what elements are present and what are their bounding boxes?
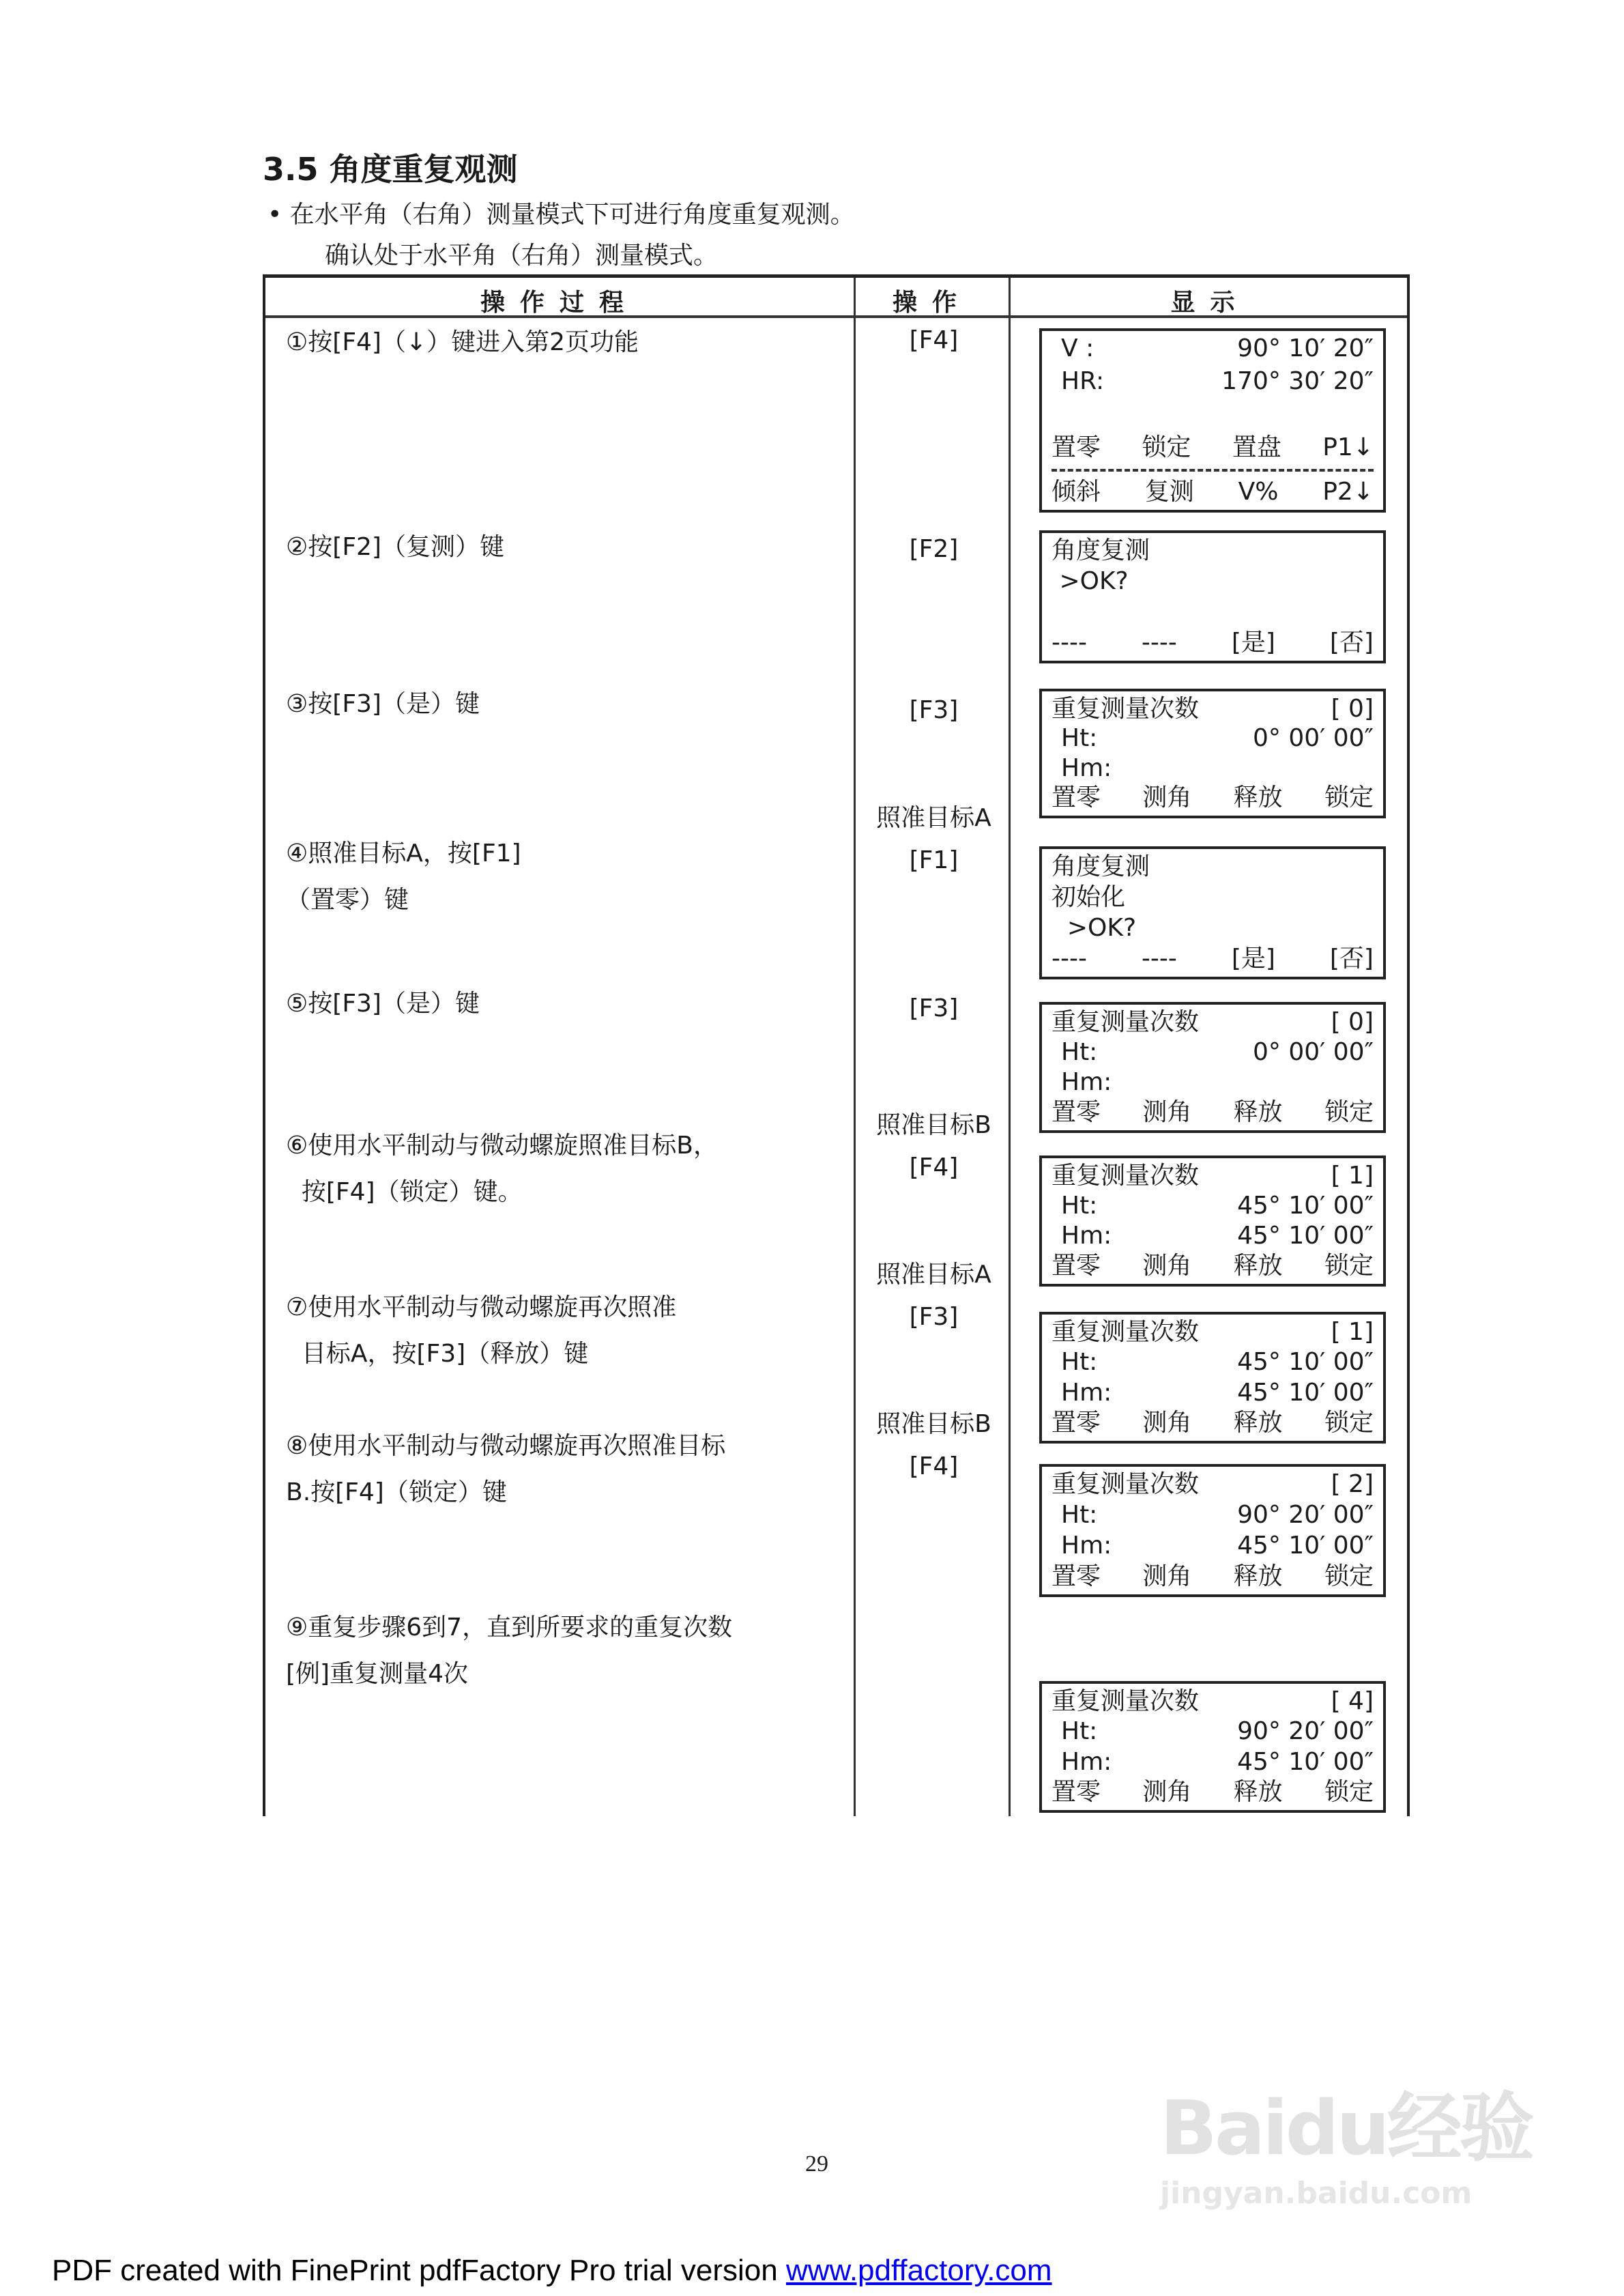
- step-line: ⑨重复步骤6到7，直到所要求的重复次数: [286, 1613, 733, 1641]
- display-text: Ht:: [1061, 1038, 1098, 1066]
- operation-line: [F1]: [909, 846, 959, 874]
- display-text: [ 1]: [1331, 1318, 1374, 1346]
- step-text: [286, 319, 639, 366]
- softkey-label: 置零: [1052, 1098, 1101, 1126]
- instrument-display: [1039, 689, 1386, 818]
- operation-key: [856, 1104, 1011, 1189]
- display-line: [1052, 1222, 1374, 1250]
- display-line: [1052, 784, 1374, 812]
- display-text: 90° 20′ 00″: [1237, 1501, 1374, 1529]
- display-line: [1052, 537, 1374, 564]
- display-text: Ht:: [1061, 724, 1098, 753]
- display-text: >OK?: [1052, 567, 1129, 595]
- display-line: [1052, 755, 1374, 782]
- display-line: [1052, 1502, 1374, 1529]
- display-line: [1052, 335, 1374, 362]
- step-line: ②按[F2]（复测）键: [286, 533, 504, 561]
- softkey-label: 锁定: [1324, 1252, 1374, 1280]
- instrument-display: [1039, 1681, 1386, 1813]
- procedure-table: [263, 274, 1410, 1816]
- softkey-label: 释放: [1233, 1098, 1283, 1126]
- instrument-display: [1039, 530, 1386, 663]
- softkey-label: ----: [1052, 945, 1087, 973]
- softkey-label: 测角: [1142, 1408, 1192, 1437]
- softkey-label: 置零: [1052, 1252, 1101, 1280]
- step-text: [286, 831, 521, 923]
- softkey-label: 置零: [1052, 1562, 1101, 1590]
- display-text: Hm:: [1061, 1378, 1112, 1407]
- display-text: Ht:: [1061, 1192, 1098, 1220]
- operation-line: [F4]: [909, 1452, 959, 1480]
- column-divider: [1009, 278, 1011, 1816]
- display-line: [1052, 368, 1374, 395]
- display-text: 重复测量次数: [1052, 1687, 1200, 1715]
- footer-text: PDF created with FinePrint pdfFactory Pro trial version: [52, 2254, 786, 2287]
- display-line: [1052, 1349, 1374, 1376]
- step-text: [286, 981, 480, 1027]
- display-line: [1052, 434, 1374, 461]
- display-line: [1052, 1099, 1374, 1126]
- softkey-label: ----: [1052, 629, 1087, 657]
- instrument-display: [1039, 846, 1386, 979]
- operation-line: 照准目标B: [876, 1111, 991, 1139]
- display-text: 170° 30′ 20″: [1221, 367, 1374, 396]
- operation-line: [F3]: [909, 696, 959, 724]
- display-text: 重复测量次数: [1052, 1162, 1200, 1190]
- operation-line: [F2]: [909, 535, 959, 563]
- display-text: 重复测量次数: [1052, 1318, 1200, 1346]
- display-text: Hm:: [1061, 1747, 1112, 1776]
- softkey-label: 置零: [1052, 433, 1101, 462]
- display-line: [1052, 1532, 1374, 1560]
- display-line: [1052, 1319, 1374, 1346]
- display-text: Ht:: [1061, 1717, 1098, 1746]
- softkey-label: 倾斜: [1052, 477, 1101, 506]
- display-text: [ 4]: [1331, 1687, 1374, 1715]
- display-line: [1052, 401, 1374, 429]
- display-text: Hm:: [1061, 1222, 1112, 1250]
- display-text: HR:: [1061, 367, 1105, 396]
- step-line: ①按[F4]（↓）键进入第2页功能: [286, 328, 639, 356]
- display-line: [1052, 884, 1374, 911]
- instrument-display: [1039, 1002, 1386, 1133]
- display-line: [1052, 945, 1374, 973]
- display-line: [1052, 1162, 1374, 1190]
- softkey-label: P1↓: [1322, 433, 1374, 462]
- step-text: [286, 524, 504, 571]
- step-line: ⑥使用水平制动与微动螺旋照准目标B，: [286, 1132, 718, 1160]
- softkey-label: 置零: [1052, 783, 1101, 812]
- display-line: [1052, 1379, 1374, 1407]
- operation-line: 照准目标A: [876, 804, 991, 832]
- softkey-label: 释放: [1233, 1562, 1283, 1590]
- display-line: [1052, 478, 1374, 506]
- display-line: [1052, 1409, 1374, 1437]
- softkey-label: 释放: [1233, 1408, 1283, 1437]
- baidu-watermark-logo: [1160, 2068, 1542, 2245]
- display-text: 90° 10′ 20″: [1237, 334, 1374, 362]
- column-divider: [854, 278, 856, 1816]
- footer-link[interactable]: www.pdffactory.com: [785, 2254, 1052, 2287]
- display-text: Hm:: [1061, 754, 1112, 782]
- softkey-label: 释放: [1233, 1777, 1283, 1806]
- display-text: >OK?: [1052, 914, 1137, 942]
- display-text: Ht:: [1061, 1501, 1098, 1529]
- display-line: [1052, 629, 1374, 657]
- step-text: [286, 1123, 718, 1216]
- softkey-label: 复测: [1144, 477, 1194, 506]
- softkey-label: 测角: [1142, 1252, 1192, 1280]
- softkey-label: 置零: [1052, 1408, 1101, 1437]
- step-line: B.按[F4]（锁定）键: [286, 1478, 507, 1506]
- operation-line: 照准目标A: [876, 1261, 991, 1289]
- operation-line: [F4]: [909, 1153, 959, 1181]
- operation-line: 照准目标B: [876, 1410, 991, 1438]
- softkey-label: 锁定: [1142, 433, 1191, 462]
- step-line: ⑦使用水平制动与微动螺旋再次照准: [286, 1293, 677, 1321]
- softkey-label: 锁定: [1324, 1098, 1374, 1126]
- display-text: Hm:: [1061, 1532, 1112, 1560]
- header-operation: 操作: [892, 289, 972, 317]
- step-text: [286, 1423, 725, 1516]
- display-line: [1052, 599, 1374, 626]
- header-display: 显示: [1170, 289, 1250, 317]
- intro-line: • 在水平角（右角）测量模式下可进行角度重复观测。: [267, 201, 855, 229]
- display-text: [ 1]: [1331, 1162, 1374, 1190]
- watermark-url: jingyan.baidu.com: [1160, 2176, 1473, 2211]
- softkey-label: [否]: [1329, 629, 1374, 657]
- step-line: ⑤按[F3]（是）键: [286, 990, 480, 1018]
- display-line: [1052, 1252, 1374, 1280]
- display-text: Hm:: [1061, 1068, 1112, 1096]
- softkey-label: 测角: [1142, 783, 1192, 812]
- operation-key: [856, 988, 1011, 1030]
- display-line: [1052, 1039, 1374, 1066]
- intro-line: 确认处于水平角（右角）测量模式。: [325, 242, 719, 270]
- step-text: [286, 681, 480, 728]
- display-text: 45° 10′ 00″: [1237, 1222, 1374, 1250]
- operation-line: [F3]: [909, 1303, 959, 1331]
- pdf-footer: [52, 2254, 1052, 2288]
- softkey-label: [是]: [1231, 629, 1275, 657]
- section-title: 3.5 角度重复观测: [263, 151, 518, 188]
- operation-key: [856, 528, 1011, 571]
- step-line: [例]重复测量4次: [286, 1660, 468, 1688]
- display-line: [1052, 695, 1374, 723]
- display-text: 90° 20′ 00″: [1237, 1717, 1374, 1746]
- softkey-label: ----: [1141, 629, 1177, 657]
- softkey-label: V%: [1238, 477, 1279, 506]
- display-line: [1052, 1009, 1374, 1036]
- display-text: 重复测量次数: [1052, 1470, 1200, 1498]
- display-text: 45° 10′ 00″: [1237, 1192, 1374, 1220]
- display-text: 45° 10′ 00″: [1237, 1378, 1374, 1407]
- display-text: 45° 10′ 00″: [1237, 1747, 1374, 1776]
- display-text: [ 0]: [1331, 695, 1374, 723]
- display-line: [1052, 725, 1374, 752]
- step-line: （置零）键: [286, 886, 409, 914]
- operation-key: [856, 319, 1011, 362]
- instrument-display: [1039, 328, 1386, 513]
- operation-key: [856, 1403, 1011, 1488]
- step-text: [286, 1605, 732, 1697]
- operation-key: [856, 797, 1011, 882]
- dashed-separator: [1052, 469, 1374, 472]
- display-text: 重复测量次数: [1052, 695, 1200, 723]
- softkey-label: ----: [1141, 945, 1177, 973]
- softkey-label: 置零: [1052, 1777, 1101, 1806]
- softkey-label: 测角: [1142, 1777, 1192, 1806]
- header-procedure: 操作过程: [480, 289, 639, 317]
- operation-key: [856, 1254, 1011, 1338]
- display-line: [1052, 1779, 1374, 1806]
- instrument-display: [1039, 1464, 1386, 1597]
- softkey-label: 测角: [1142, 1098, 1192, 1126]
- softkey-label: [是]: [1231, 945, 1275, 973]
- operation-line: [F3]: [909, 994, 959, 1022]
- display-line: [1052, 1718, 1374, 1745]
- display-line: [1052, 1563, 1374, 1590]
- instrument-display: [1039, 1312, 1386, 1444]
- softkey-label: [否]: [1329, 945, 1374, 973]
- display-line: [1052, 1192, 1374, 1220]
- step-line: ④照准目标A，按[F1]: [286, 840, 521, 867]
- step-line: 按[F4]（锁定）键。: [286, 1178, 523, 1206]
- display-text: 初始化: [1052, 883, 1126, 911]
- display-line: [1052, 568, 1374, 595]
- step-line: 目标A，按[F3]（释放）键: [286, 1340, 589, 1368]
- display-text: [ 0]: [1331, 1008, 1374, 1036]
- display-line: [1052, 853, 1374, 880]
- display-text: Ht:: [1061, 1348, 1098, 1377]
- step-text: [286, 1285, 676, 1377]
- step-line: ③按[F3]（是）键: [286, 690, 480, 718]
- operation-line: [F4]: [909, 326, 959, 354]
- display-text: 45° 10′ 00″: [1237, 1532, 1374, 1560]
- softkey-label: 锁定: [1324, 1562, 1374, 1590]
- display-line: [1052, 1749, 1374, 1776]
- step-line: ⑧使用水平制动与微动螺旋再次照准目标: [286, 1432, 726, 1460]
- display-text: 重复测量次数: [1052, 1008, 1200, 1036]
- display-text: 0° 00′ 00″: [1252, 724, 1374, 753]
- display-line: [1052, 915, 1374, 942]
- display-text: V :: [1061, 334, 1094, 362]
- softkey-label: 锁定: [1324, 1777, 1374, 1806]
- softkey-label: P2↓: [1322, 477, 1374, 506]
- display-text: 0° 00′ 00″: [1252, 1038, 1374, 1066]
- softkey-label: 锁定: [1324, 1408, 1374, 1437]
- display-text: 角度复测: [1052, 536, 1150, 564]
- display-text: 角度复测: [1052, 852, 1150, 880]
- page-number: 29: [805, 2151, 828, 2177]
- softkey-label: 释放: [1233, 783, 1283, 812]
- display-text: 45° 10′ 00″: [1237, 1348, 1374, 1377]
- display-line: [1052, 1471, 1374, 1498]
- instrument-display: [1039, 1156, 1386, 1287]
- softkey-label: 测角: [1142, 1562, 1192, 1590]
- display-line: [1052, 1688, 1374, 1715]
- softkey-label: 锁定: [1324, 783, 1374, 812]
- softkey-label: 置盘: [1232, 433, 1281, 462]
- display-text: [ 2]: [1331, 1470, 1374, 1498]
- watermark-brand: Baidu经验: [1160, 2084, 1532, 2172]
- softkey-label: 释放: [1233, 1252, 1283, 1280]
- display-line: [1052, 1069, 1374, 1096]
- operation-key: [856, 689, 1011, 732]
